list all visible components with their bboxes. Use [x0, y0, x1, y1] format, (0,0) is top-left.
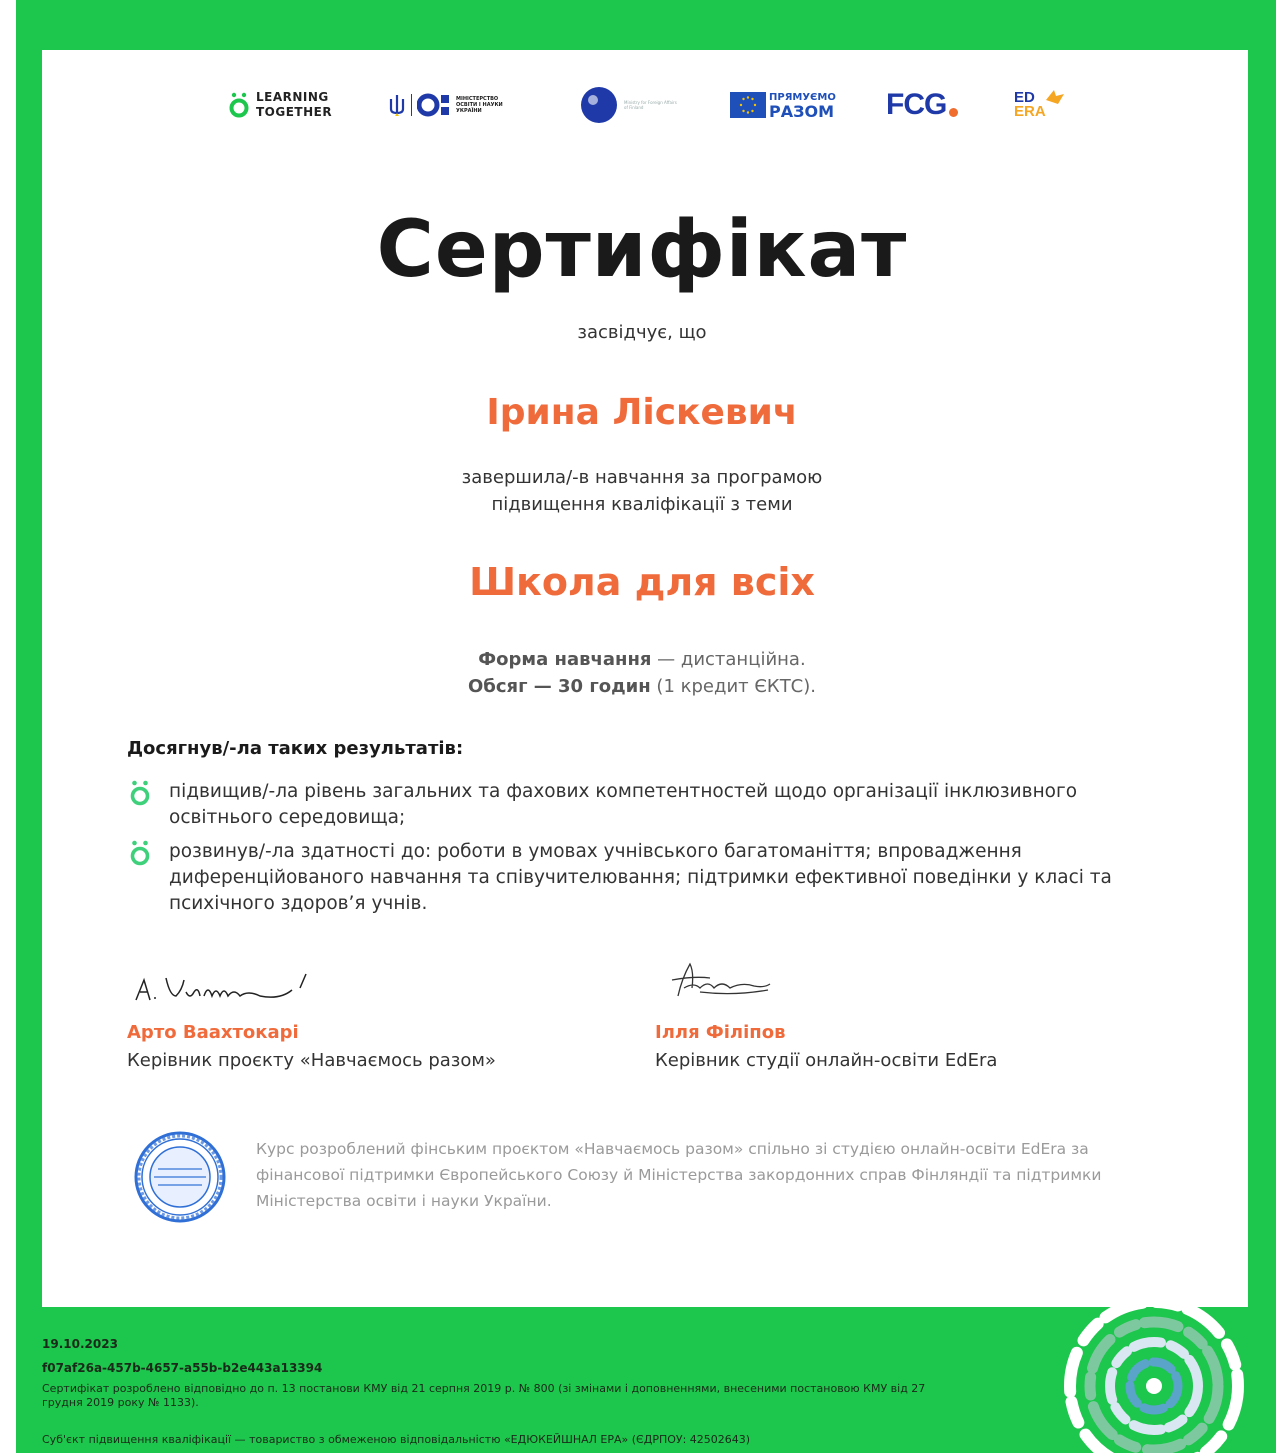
edera-logo: [1014, 80, 1066, 130]
trident-icon: [388, 93, 406, 117]
completion-line-1: завершила/-в навчання за програмою: [461, 467, 823, 488]
mon-line-1: МІНІСТЕРСТВО: [456, 96, 499, 102]
course-info: [0, 646, 1284, 700]
issue-date: 19.10.2023: [42, 1337, 118, 1351]
learning-together-logo: [228, 80, 332, 130]
bullet-icon: [127, 839, 153, 867]
logo-together-text: TOGETHER: [256, 105, 333, 119]
certificate-id: f07af26a-457b-4657-a55b-b2e443a13394: [42, 1361, 323, 1375]
completion-text: [0, 464, 1284, 518]
eu-partner-logo: [730, 80, 836, 130]
finland-globe-icon: [580, 86, 618, 124]
legal-basis: Сертифікат розроблено відповідно до п. 13 постанови КМУ від 21 серпня 2019 р. № 800 (зі змінами і доповненнями, внесеними постановою КМУ від 27 грудня 2019 року № 1133).: [42, 1382, 926, 1409]
certificate-title: Сертифікат: [376, 205, 908, 295]
logo-learning-text: LEARNING: [256, 90, 329, 104]
qualification-entity: Суб'єкт підвищення кваліфікації — товариство з обмеженою відповідальністю «ЕДЮКЕЙШНАЛ ЕРА» (ЄДРПОУ: 42502643): [42, 1433, 751, 1446]
edera-era-text: ERA: [1014, 103, 1046, 120]
signature-filipov: [664, 958, 784, 1002]
signature-vaahtokari: [130, 966, 330, 1010]
mon-line-3: УКРАЇНИ: [456, 108, 482, 114]
fcg-text: FCG: [886, 88, 947, 121]
spiral-emblem-icon: [1056, 1282, 1246, 1453]
signer-role-2: Керівник студії онлайн-освіти EdEra: [655, 1050, 998, 1071]
course-title: Школа для всіх: [469, 560, 815, 604]
eu-line-1: ПРЯМУЄМО: [769, 92, 836, 103]
edera-ed-text: ED: [1014, 89, 1035, 106]
signer-name-1: Арто Ваахтокарі: [127, 1022, 299, 1043]
completion-line-2: підвищення кваліфікації з теми: [491, 494, 793, 515]
mon-line-2: ОСВІТИ І НАУКИ: [456, 102, 503, 108]
result-text: розвинув/-ла здатності до: роботи в умовах учнівського багатоманіття; впровадження диференційованого навчання та співучителювання; підтримки ефективної поведінки у класі та психічного здоров’я учнів.: [169, 841, 1112, 914]
recipient-name: Ірина Ліскевич: [486, 392, 798, 433]
ministry-education-logo: [388, 80, 516, 130]
form-value: — дистанційна.: [651, 649, 806, 670]
signer-role-1: Керівник проєкту «Навчаємось разом»: [127, 1050, 496, 1071]
results-heading: Досягнув/-ла таких результатів:: [127, 738, 464, 759]
fcg-logo: [886, 80, 958, 130]
form-label: Форма навчання: [478, 649, 652, 670]
result-text: підвищив/-ла рівень загальних та фахових компетентностей щодо організації інклюзивного освітнього середовища;: [169, 781, 1078, 828]
course-note: Курс розроблений фінським проєктом «Навчаємось разом» спільно зі студією онлайн-освіти EdEra за фінансової підтримки Європейського Союзу й Міністерства закордонних справ Фінляндії та підтримки Міністерства освіти і науки України.: [256, 1140, 1102, 1210]
signer-name-2: Ілля Філіпов: [655, 1022, 786, 1043]
ministry-foreign-affairs-logo: [580, 80, 680, 130]
fcg-dot-icon: [949, 108, 958, 117]
mfa-text: Ministry for Foreign Affairs of Finland: [624, 100, 677, 110]
eu-line-2: РАЗОМ: [769, 102, 834, 121]
edera-hand-icon: [1044, 86, 1066, 110]
bullet-icon: [127, 779, 153, 807]
volume-label: Обсяг — 30 годин: [467, 676, 651, 697]
volume-value: (1 кредит ЄКТС).: [650, 676, 816, 697]
eu-flag-icon: [730, 92, 766, 118]
learning-together-icon: [228, 91, 250, 119]
official-seal: [134, 1131, 226, 1223]
certifies-text: засвідчує, що: [577, 322, 707, 343]
result-item: [127, 839, 1167, 917]
mon-icon: [417, 92, 451, 118]
result-item: [127, 779, 1167, 831]
partner-logos: [42, 80, 1248, 130]
